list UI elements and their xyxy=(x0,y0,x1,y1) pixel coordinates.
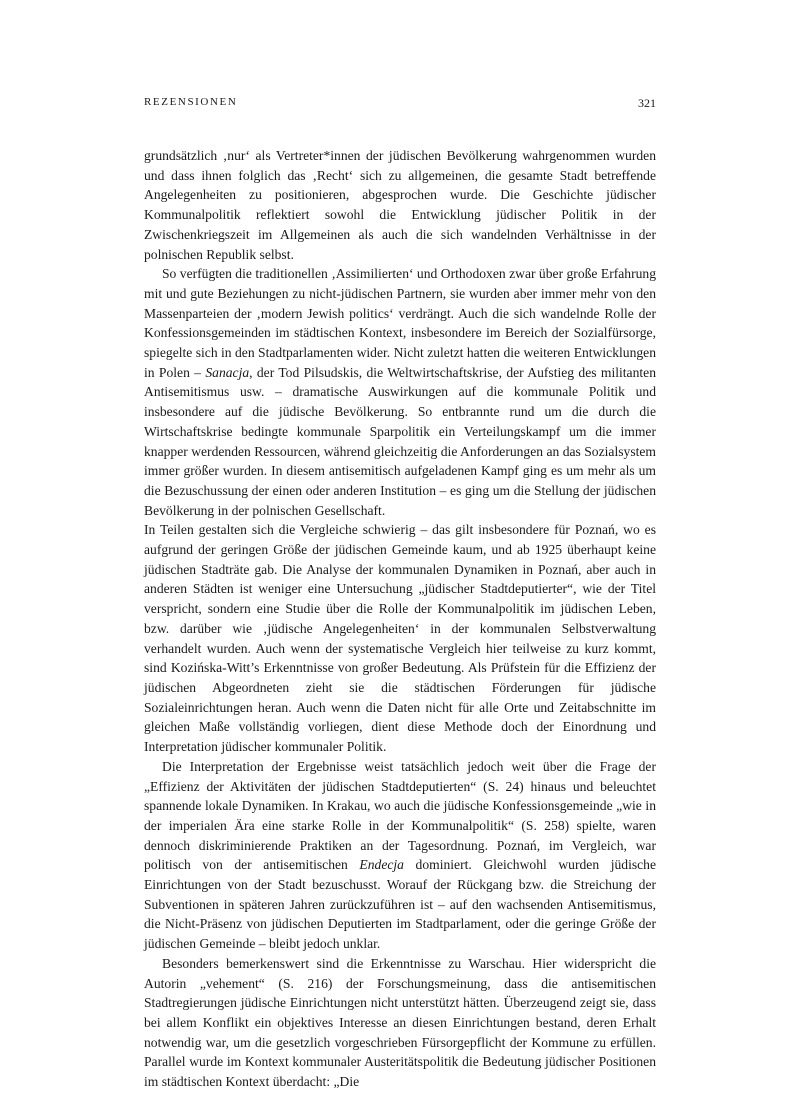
text-run: , der Tod Pilsudskis, die Weltwirtschaftskrise, der Aufstieg des militanten Antisemitismus usw. – dramatische Auswirkungen auf die kommunale Politik und insbesondere auf die jüdische Bevölkerung. So entbrannte rund um die durch die Wirtschaftskrise bedingte kommunale Sparpolitik ein Verteilungskampf um die immer knapper werdenden Ressourcen, während gleichzeitig die Anforderungen an das Sozialsystem immer größer wurden. In diesem antisemitisch aufgeladenen Kampf ging es um mehr als um die Bezuschussung der einen oder anderen Institution – es ging um die Stellung der jüdischen Bevölkerung in der polnischen Gesellschaft. xyxy=(144,364,656,518)
text-run: dominiert. Gleichwohl wurden jüdische Einrichtungen von der Stadt bezuschusst. Worauf der Rückgang bzw. die Streichung der Subventionen in späteren Jahren zurückzuführen ist – auf den wachsenden Antisemitismus, die Nicht-Präsenz von jüdischen Deputierten im Stadtparlament, oder die geringe Größe der jüdischen Gemeinde – bleibt jedoch unklar. xyxy=(144,857,656,952)
text-run: Besonders bemerkenswert sind die Erkenntnisse zu Warschau. Hier widerspricht die Autorin „vehement“ (S. 216) der Forschungsmeinung, dass die antisemitischen Stadtregierungen jüdische Einrichtungen nicht unterstützt hätten. Überzeugend zeigt sie, dass bei allem Konflikt ein objektives Interesse an diesen Einrichtungen bestand, deren Erhalt notwendig war, um die gesetzlich vorgeschrieben Fürsorgepflicht der Kommune zu erfüllen. Parallel wurde im Kontext kommunaler Austeritätspolitik die Bedeutung jüdischer Positionen im städtischen Kontext überdacht: „Die xyxy=(144,955,656,1090)
body-text xyxy=(144,146,656,1092)
paragraph-3 xyxy=(144,520,656,756)
running-title: REZENSIONEN xyxy=(144,96,238,108)
text-run: grundsätzlich ‚nur‘ als Vertreter*innen der jüdischen Bevölkerung wahrgenommen wurden und dass ihnen folglich das ‚Recht‘ sich zu allgemeinen, die gesamte Stadt betreffende Angelegenheiten zu positionieren, abgesprochen wurde. Die Geschichte jüdischer Kommunalpolitik reflektiert sowohl die Entwicklung jüdischer Politik in der Zwischenkriegszeit im Allgemeinen als auch die sich wandelnden Verhältnisse in der polnischen Republik selbst. xyxy=(144,148,656,262)
paragraph-1 xyxy=(144,146,656,264)
paragraph-2 xyxy=(144,264,656,520)
italic-term-endecja: Endecja xyxy=(359,857,404,873)
text-run: In Teilen gestalten sich die Vergleiche schwierig – das gilt insbesondere für Poznań, wo es aufgrund der geringen Größe der jüdischen Gemeinde kaum, und ab 1925 überhaupt keine jüdischen Stadträte gab. Die Analyse der kommunalen Dynamiken in Poznań, aber auch in anderen Städten ist weniger eine Untersuchung „jüdischer Stadtdeputierter“, wie der Titel verspricht, sondern eine Studie über die Rolle der Kommunalpolitik im jüdischen Leben, bzw. darüber wie ‚jüdische Angelegenheiten‘ in der kommunalen Selbstverwaltung verhandelt wurden. Auch wenn der systematische Vergleich hier teilweise zu kurz kommt, sind Kozińska-Witt’s Erkenntnisse von großer Bedeutung. Als Prüfstein für die Effizienz der jüdischen Abgeordneten zieht sie die städtischen Förderungen für jüdische Sozialeinrichtungen heran. Auch wenn die Daten nicht für alle Orte und Zeitabschnitte im gleichen Maße vollständig vorliegen, dient diese Methode doch der Einordnung und Interpretation jüdischer kommunaler Politik. xyxy=(144,522,656,755)
italic-term-sanacja: Sanacja xyxy=(205,364,250,380)
page-number: 321 xyxy=(638,96,656,110)
text-run: Die Interpretation der Ergebnisse weist tatsächlich jedoch weit über die Frage der „Effizienz der Aktivitäten der jüdischen Stadtdeputierten“ (S. 24) hinaus und beleuchtet spannende lokale Dynamiken. In Krakau, wo auch die jüdische Konfessionsgemeinde „wie in der imperialen Ära eine starke Rolle in der Kommunalpolitik“ (S. 258) spielte, waren dennoch diskriminierende Praktiken an der Tagesordnung. Poznań, im Vergleich, war politisch von der antisemitischen xyxy=(144,758,656,873)
text-run: So verfügten die traditionellen ‚Assimilierten‘ und Orthodoxen zwar über große Erfahrung mit und gute Beziehungen zu nicht-jüdischen Partnern, sie wurden aber immer mehr von den Massenparteien der ‚modern Jewish politics‘ verdrängt. Auch die sich wandelnde Rolle der Konfessionsgemeinden im städtischen Kontext, insbesondere im Bereich der Sozialfürsorge, spiegelte sich in den Stadtparlamenten wider. Nicht zuletzt hatten die weiteren Entwicklungen in Polen – xyxy=(144,266,656,380)
running-head xyxy=(144,96,656,111)
paragraph-4 xyxy=(144,757,656,954)
paragraph-5 xyxy=(144,954,656,1092)
